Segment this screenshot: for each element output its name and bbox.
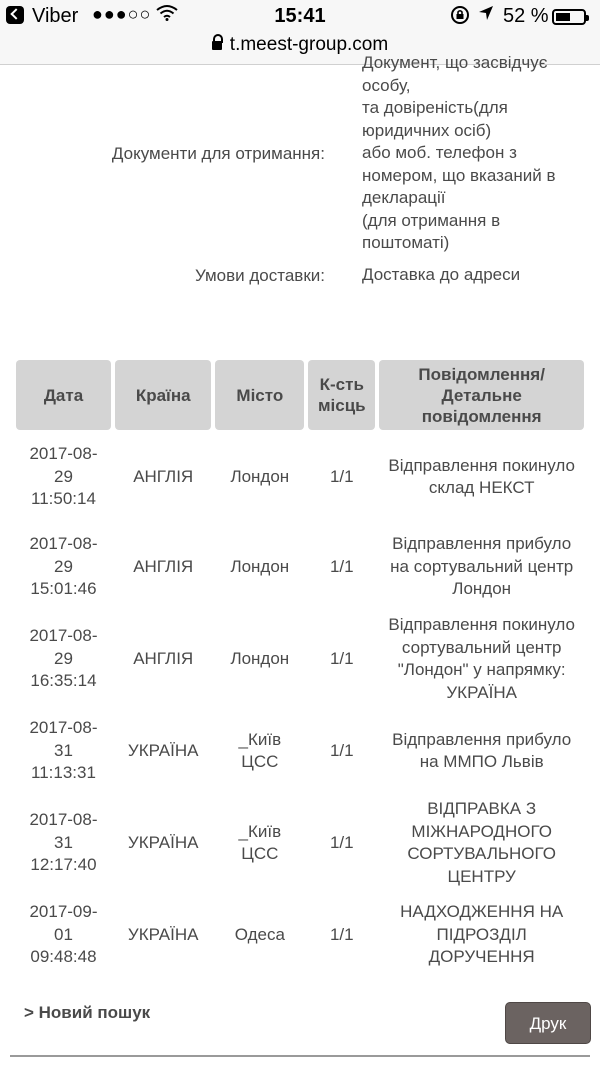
date-line: 09:48:48 (30, 947, 97, 967)
cell-qty: 1/1 (329, 648, 354, 668)
message-line: НАДХОДЖЕННЯ НА (400, 902, 564, 922)
divider (10, 1055, 590, 1057)
print-button[interactable]: Друк (505, 1002, 591, 1044)
date-line: 12:17:40 (30, 855, 97, 875)
battery-level (556, 13, 570, 21)
status-bar (0, 0, 600, 34)
header-message: Повідомлення/ Детальне повідомлення (379, 360, 584, 430)
date-line: 15:01:46 (30, 579, 97, 599)
city-line: ЦСС (241, 752, 279, 771)
header-country: Країна (115, 360, 211, 430)
header-city: Місто (215, 360, 304, 430)
cell-date (16, 798, 111, 888)
table-row (16, 798, 584, 888)
message-line: Відправлення прибуло (392, 729, 572, 749)
cell-city (215, 434, 304, 520)
cell-country: УКРАЇНА (127, 832, 199, 852)
delivery-info (0, 53, 600, 294)
cell-date (16, 614, 111, 704)
location-arrow-icon (478, 5, 494, 26)
cell-date (16, 708, 111, 794)
cell-date (16, 434, 111, 520)
table-row (16, 614, 584, 704)
message-line: СОРТУВАЛЬНОГО (407, 844, 557, 863)
docs-line: та довіреність(для (362, 98, 508, 117)
cell-city (215, 708, 304, 794)
message-line: на ММПО Львів (419, 752, 544, 771)
cell-city (215, 892, 304, 978)
message-line: Відправлення покинуло (388, 455, 575, 475)
date-line: 11:50:14 (31, 489, 96, 509)
docs-line: особу, (362, 75, 411, 95)
battery-icon (552, 9, 586, 25)
date-line: 31 (54, 832, 73, 852)
cell-date (16, 892, 111, 978)
cell-message (379, 524, 584, 610)
message-line: ВІДПРАВКА З (427, 799, 537, 818)
table-header-row (16, 360, 584, 430)
message-line: "Лондон" у напрямку: (397, 660, 566, 679)
docs-line: декларації (362, 188, 446, 207)
date-line: 2017-09- (29, 902, 98, 922)
docs-value (362, 52, 577, 255)
date-line: 16:35:14 (30, 671, 97, 691)
clock: 15:41 (274, 5, 326, 27)
city-line: _Київ (238, 729, 282, 749)
new-search-link[interactable]: > Новий пошук (24, 1003, 151, 1022)
cell-country: УКРАЇНА (127, 740, 199, 760)
header-date: Дата (16, 360, 111, 430)
message-line: УКРАЇНА (446, 682, 517, 702)
table-row (16, 892, 584, 978)
docs-line: Документ, що засвідчує (362, 53, 548, 72)
docs-line: (для отримання в (362, 210, 501, 230)
signal-strength: ●●●○○ (92, 4, 152, 24)
city-line: _Київ (238, 821, 282, 841)
date-line: 31 (54, 740, 73, 760)
message-line: сортувальний центр (401, 637, 562, 657)
header-qty: К-сть місць (308, 360, 375, 430)
cell-message (379, 708, 584, 794)
city-line: Одеса (234, 924, 285, 944)
message-line: МІЖНАРОДНОГО (411, 821, 552, 841)
city-line: ЦСС (241, 844, 279, 863)
cell-country: АНГЛІЯ (133, 648, 194, 668)
lock-icon (212, 41, 222, 50)
cell-city (215, 614, 304, 704)
docs-label: Документи для отримання: (111, 144, 325, 163)
date-line: 29 (54, 556, 73, 576)
table-row (16, 708, 584, 794)
cell-message (379, 798, 584, 888)
date-line: 2017-08- (29, 444, 98, 464)
message-line: ЦЕНТРУ (447, 866, 516, 886)
date-line: 2017-08- (29, 626, 98, 646)
table-row (16, 524, 584, 610)
date-line: 11:13:31 (31, 763, 96, 783)
message-line: Відправлення покинуло (388, 615, 575, 634)
date-line: 2017-08- (29, 810, 98, 830)
cell-country: АНГЛІЯ (133, 466, 194, 486)
message-line: Лондон (452, 579, 512, 599)
cell-country: УКРАЇНА (127, 924, 199, 944)
cell-qty: 1/1 (329, 924, 354, 944)
city-line: Лондон (230, 556, 290, 576)
docs-line: номером, що вказаний в (362, 165, 556, 185)
message-line: ПІДРОЗДІЛ (436, 924, 527, 944)
table-row (16, 434, 584, 520)
message-line: ДОРУЧЕННЯ (428, 947, 535, 967)
docs-line: або моб. телефон з (362, 143, 517, 162)
rotation-lock-icon (450, 5, 470, 30)
message-line: на сортувальний центр (390, 556, 574, 576)
cell-city (215, 524, 304, 610)
cell-country: АНГЛІЯ (133, 556, 194, 576)
docs-line: юридичних осіб) (362, 120, 492, 140)
cell-message (379, 892, 584, 978)
date-line: 29 (54, 466, 73, 486)
cell-city (215, 798, 304, 888)
cell-message (379, 614, 584, 704)
cell-date (16, 524, 111, 610)
city-line: Лондон (230, 648, 290, 668)
delivery-value: Доставка до адреси (362, 265, 521, 284)
message-line: Відправлення прибуло (392, 534, 572, 554)
battery-percent: 52 % (503, 5, 549, 27)
cell-qty: 1/1 (329, 466, 354, 486)
url-text[interactable]: t.meest-group.com (229, 34, 389, 55)
docs-line: поштоматі) (362, 233, 450, 252)
date-line: 2017-08- (29, 534, 98, 554)
message-line: склад НЕКСТ (428, 478, 535, 497)
date-line: 29 (54, 648, 73, 668)
city-line: Лондон (230, 466, 290, 486)
cell-message (379, 434, 584, 520)
cell-qty: 1/1 (329, 740, 354, 760)
back-app-name[interactable]: Viber (32, 5, 79, 27)
date-line: 01 (54, 924, 73, 944)
delivery-label: Умови доставки: (194, 266, 325, 285)
cell-qty: 1/1 (329, 556, 354, 576)
cell-qty: 1/1 (329, 832, 354, 852)
date-line: 2017-08- (29, 718, 98, 738)
table-body (16, 434, 584, 978)
tracking-table (12, 356, 588, 982)
